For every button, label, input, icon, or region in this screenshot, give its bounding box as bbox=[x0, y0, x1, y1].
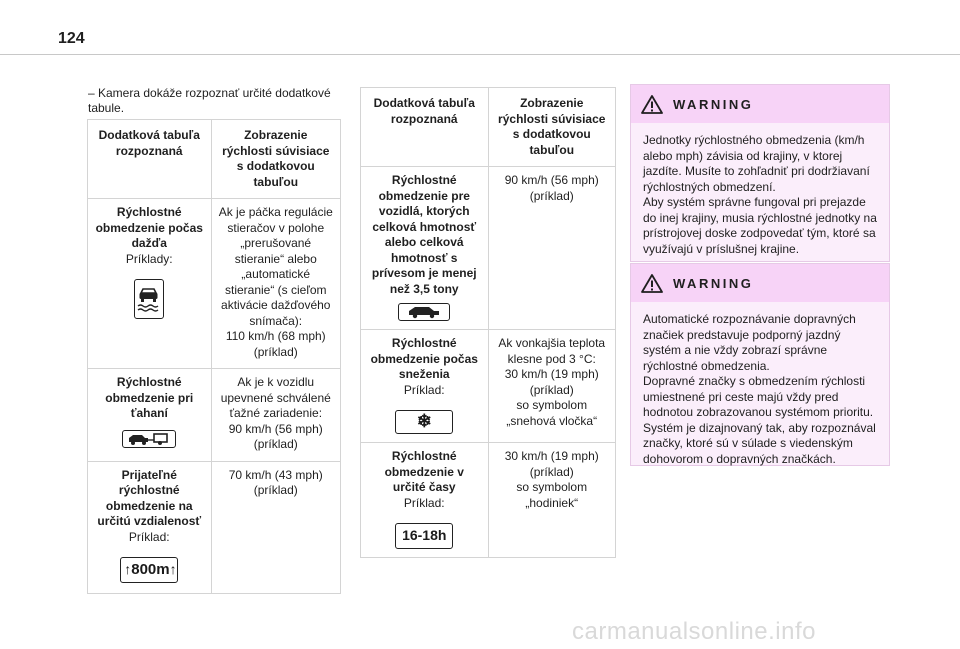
page-number: 124 bbox=[58, 30, 85, 47]
car-icon bbox=[398, 303, 450, 321]
row-title: Prijateľné rýchlostné obmedzenie na určitú vzdialenosť bbox=[97, 467, 202, 528]
car-trailer-icon bbox=[122, 430, 176, 448]
row-title: Rýchlostné obmedzenie počas dažďa bbox=[95, 205, 203, 250]
distance-icon bbox=[120, 557, 178, 583]
warning-box bbox=[630, 263, 890, 466]
row-description: Ak vonkajšia teplota klesne pod 3 °C: 30 km/h (19 mph) (príklad) so symbolom „snehová vločka“ bbox=[488, 330, 616, 443]
row-description: Ak je páčka regulácie stieračov v polohe „prerušované stieranie“ alebo „automatické stieranie“ (s cieľom aktivácie dažďového snímača): 110 km/h (68 mph) (príklad) bbox=[211, 199, 340, 369]
snowflake-icon: ❄ bbox=[395, 410, 453, 434]
row-example-label: Príklady: bbox=[125, 251, 173, 266]
row-title: Rýchlostné obmedzenie pri ťahaní bbox=[105, 375, 194, 420]
row-example-label: Príklad: bbox=[403, 495, 445, 510]
row-example-label: Príklad: bbox=[403, 382, 445, 397]
table-row bbox=[361, 443, 616, 558]
column-header-speed: Zobrazenie rýchlosti súvisiace s dodatkovou tabuľou bbox=[211, 120, 340, 199]
time-sign-text: 16-18h bbox=[402, 527, 447, 544]
arrow-up-icon: ↑ bbox=[124, 561, 132, 578]
row-title: Rýchlostné obmedzenie pre vozidlá, ktorých celková hmotnosť alebo celková hmotnosť s prívesom je menej než 3,5 tony bbox=[371, 173, 477, 296]
row-description: 90 km/h (56 mph) (príklad) bbox=[488, 167, 616, 330]
table-row bbox=[88, 369, 341, 462]
header-divider bbox=[0, 54, 960, 55]
warning-header bbox=[631, 85, 889, 123]
additional-signs-table-left bbox=[87, 119, 341, 594]
intro-text: – Kamera dokáže rozpoznať určité dodatkové tabule. bbox=[88, 86, 331, 115]
row-description: Ak je k vozidlu upevnené schválené ťažné zariadenie: 90 km/h (56 mph) (príklad) bbox=[211, 369, 340, 462]
warning-text: Jednotky rýchlostného obmedzenia (km/h alebo mph) závisia od krajiny, v ktorej jazdíte. Musíte to zohľadniť pri dodržiavaní rýchlostných obmedzení. Aby systém správne fungoval pri prejazde do inej krajiny, musia rýchlostné jednotky na prístrojovej doske zodpovedať tým, ktoré sa využívajú v príslušnej krajine. bbox=[643, 133, 877, 256]
table-row bbox=[361, 330, 616, 443]
row-title: Rýchlostné obmedzenie v určité časy bbox=[384, 449, 464, 494]
warning-header bbox=[631, 264, 889, 302]
rain-car-icon bbox=[134, 279, 164, 319]
row-description: 30 km/h (19 mph) (príklad) so symbolom „hodiniek“ bbox=[488, 443, 616, 558]
column-header-sign: Dodatková tabuľa rozpoznaná bbox=[361, 88, 489, 167]
table-row bbox=[361, 167, 616, 330]
row-example-label: Príklad: bbox=[128, 529, 170, 544]
footer-watermark: carmanualsonline.info bbox=[572, 618, 816, 645]
column-header-sign: Dodatková tabuľa rozpoznaná bbox=[88, 120, 212, 199]
table-row bbox=[88, 461, 341, 593]
row-title: Rýchlostné obmedzenie počas sneženia bbox=[370, 336, 478, 381]
arrow-up-icon: ↑ bbox=[169, 561, 177, 578]
column-header-speed: Zobrazenie rýchlosti súvisiace s dodatkovou tabuľou bbox=[488, 88, 616, 167]
distance-sign-text: 800m bbox=[131, 561, 170, 579]
warning-text: Automatické rozpoznávanie dopravných značiek predstavuje podporný jazdný systém a nie vždy zobrazí správne rýchlostné obmedzenia. Dopravné značky s obmedzením rýchlosti umiestnené pri ceste majú vždy pred hodnotou zobrazovanou systémom prioritu. Systém je dizajnovaný tak, aby rozpoznával značky, ktoré sú v súlade s viedenským dohovorom o dopravných značkách. bbox=[643, 312, 876, 466]
warning-triangle-icon bbox=[641, 95, 663, 114]
warning-box bbox=[630, 84, 890, 262]
row-description: 70 km/h (43 mph) (príklad) bbox=[211, 461, 340, 593]
warning-title: WARNING bbox=[673, 275, 754, 291]
time-range-icon bbox=[395, 523, 453, 549]
warning-triangle-icon bbox=[641, 274, 663, 293]
warning-title: WARNING bbox=[673, 96, 754, 112]
table-row bbox=[88, 199, 341, 369]
additional-signs-table-mid bbox=[360, 87, 616, 558]
